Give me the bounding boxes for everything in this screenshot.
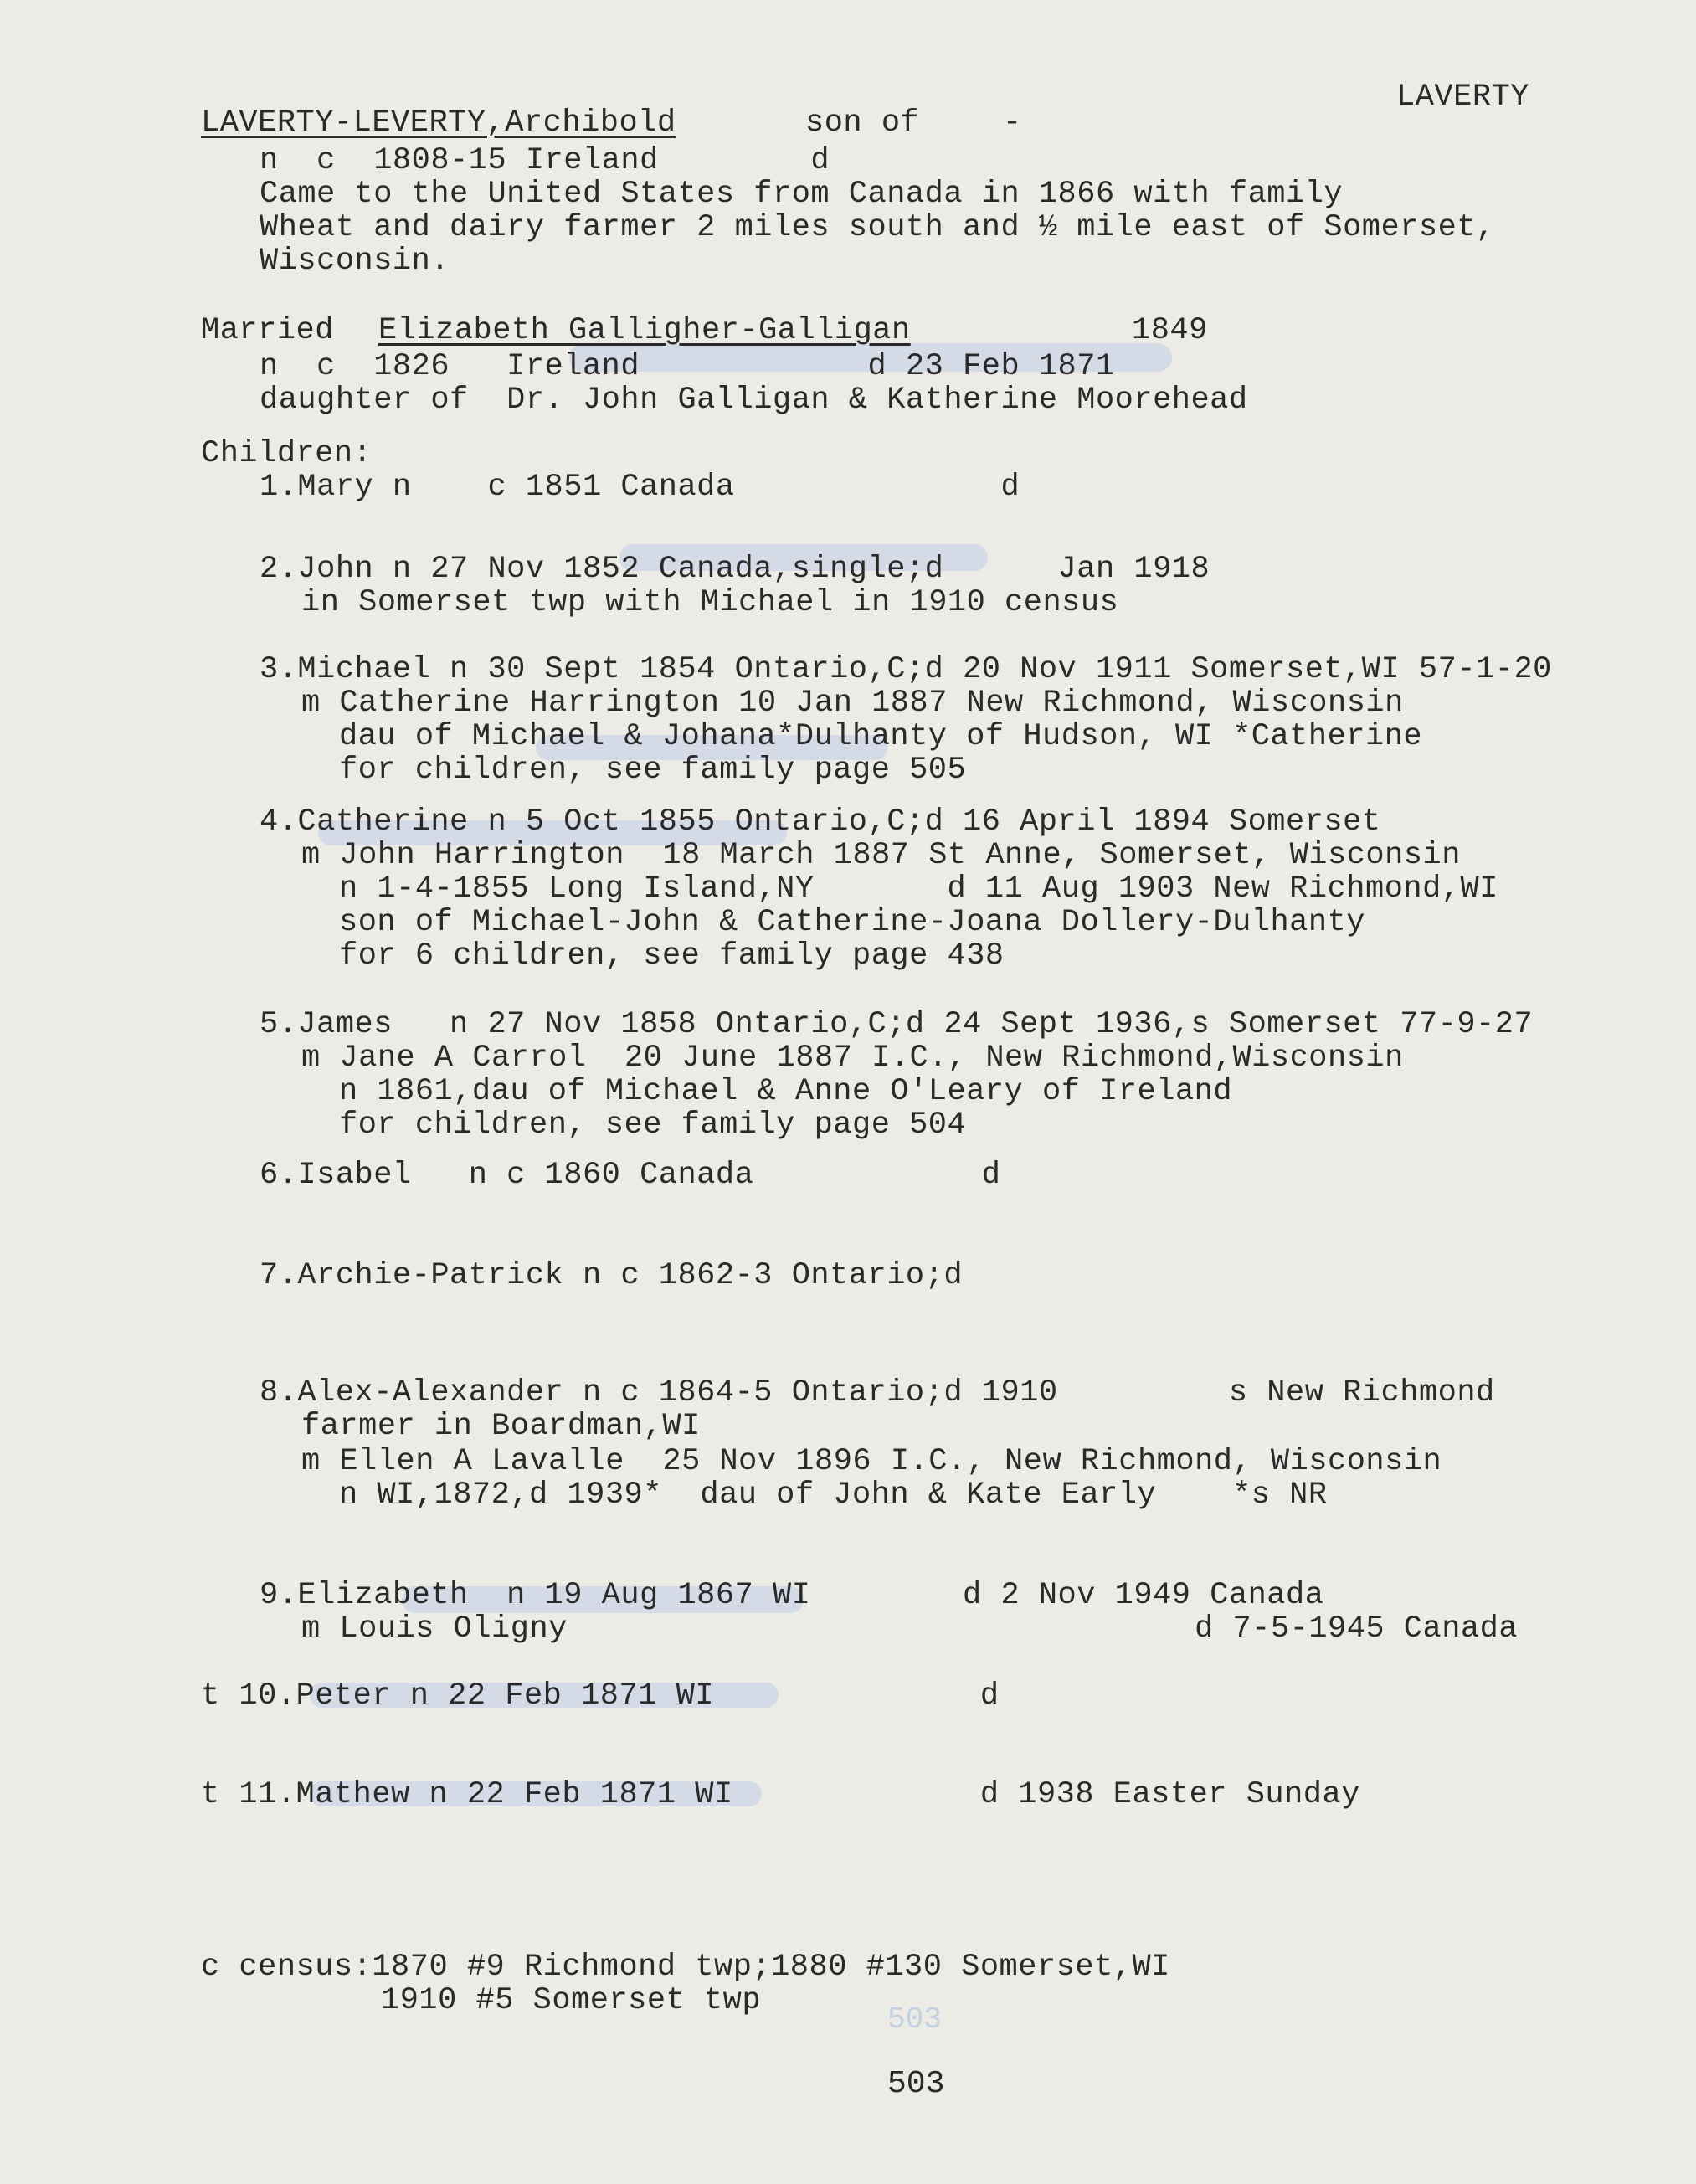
spouse-parents-line: daughter of Dr. John Galligan & Katherine Moorehead [260,383,1248,418]
child-detail: m Catherine Harrington 10 Jan 1887 New Richmond, Wisconsin [301,686,1404,721]
child-detail: n 1861,dau of Michael & Anne O'Leary of Ireland [339,1074,1233,1109]
child-detail: farmer in Boardman,WI [301,1409,701,1444]
child-detail: for 6 children, see family page 438 [339,938,1005,974]
child-entry: 2.John n 27 Nov 1852 Canada,single;d Jan 1918 [260,552,1210,587]
child-entry: 3.Michael n 30 Sept 1854 Ontario,C;d 20 Nov 1911 Somerset,WI 57-1-20 [260,652,1552,687]
child-detail: dau of Michael & Johana*Dulhanty of Hudson, WI *Catherine [339,719,1423,754]
spouse-name: Elizabeth Galligher-Galligan [378,313,911,348]
child-detail: m Ellen A Lavalle 25 Nov 1896 I.C., New Richmond, Wisconsin [301,1444,1442,1479]
page-stamp: 503 [887,2002,942,2037]
biography-line: Wheat and dairy farmer 2 miles south and ½ mile east of Somerset, [260,210,1495,245]
children-heading: Children: [201,436,373,471]
child-entry: t 11.Mathew n 22 Feb 1871 WI d 1938 Easter Sunday [201,1777,1360,1812]
census-line: 1910 #5 Somerset twp [381,1983,762,2018]
child-detail: n WI,1872,d 1939* dau of John & Kate Early *s NR [339,1477,1328,1513]
child-detail: m Louis Oligny d 7-5-1945 Canada [301,1611,1519,1647]
child-entry: 7.Archie-Patrick n c 1862-3 Ontario;d [260,1258,964,1293]
marriage-year: 1849 [1132,313,1208,348]
married-label: Married [201,313,334,348]
head-of-family-name: LAVERTY-LEVERTY,Archibold [201,105,676,141]
child-entry: 1.Mary n c 1851 Canada d [260,470,1020,505]
child-entry: 5.James n 27 Nov 1858 Ontario,C;d 24 Sept 1936,s Somerset 77-9-27 [260,1007,1534,1042]
parentage-value: - [1003,105,1022,141]
biography-line: Wisconsin. [260,244,450,279]
child-detail: for children, see family page 504 [339,1107,967,1143]
child-entry: 8.Alex-Alexander n c 1864-5 Ontario;d 1910 s New Richmond [260,1375,1495,1411]
child-detail: for children, see family page 505 [339,753,967,788]
surname-header: LAVERTY [1396,80,1529,115]
child-entry: 9.Elizabeth n 19 Aug 1867 WI d 2 Nov 1949 Canada [260,1578,1324,1613]
page-number: 503 [887,2066,945,2102]
child-detail: m John Harrington 18 March 1887 St Anne, Somerset, Wisconsin [301,838,1461,873]
child-entry: 4.Catherine n 5 Oct 1855 Ontario,C;d 16 April 1894 Somerset [260,804,1381,840]
child-detail: son of Michael-John & Catherine-Joana Dollery-Dulhanty [339,905,1365,940]
child-detail: in Somerset twp with Michael in 1910 census [301,585,1119,620]
biography-line: Came to the United States from Canada in 1866 with family [260,177,1344,212]
census-line: c census:1870 #9 Richmond twp;1880 #130 Somerset,WI [201,1950,1170,1985]
child-entry: 6.Isabel n c 1860 Canada d [260,1158,1001,1193]
child-detail: n 1-4-1855 Long Island,NY d 11 Aug 1903 New Richmond,WI [339,871,1498,907]
parentage-label: son of [805,105,920,141]
child-detail: m Jane A Carrol 20 June 1887 I.C., New Richmond,Wisconsin [301,1041,1404,1076]
child-entry: t 10.Peter n 22 Feb 1871 WI d [201,1678,1000,1714]
birth-line: n c 1808-15 Ireland d [260,143,830,178]
spouse-birth-line: n c 1826 Ireland d 23 Feb 1871 [260,349,1115,384]
